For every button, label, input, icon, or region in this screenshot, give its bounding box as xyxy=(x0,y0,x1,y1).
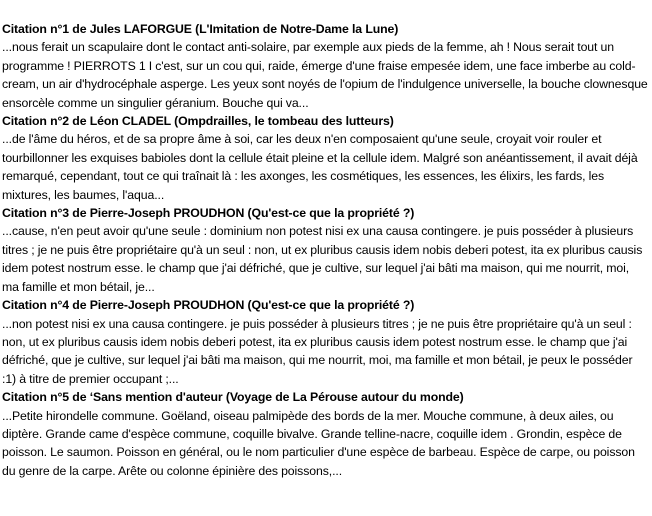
citation-block-4 xyxy=(2,296,649,388)
citation-body: ...Petite hirondelle commune. Goëland, oiseau palmipède des bords de la mer. Mouche commune, à deux ailes, ou diptère. Grande came d'espèce commune, coquille bivalve. Grande telline-nacre, coquille idem . Grondin, espèce de poisson. Le saumon. Poisson en général, ou le nom particulier d'une espèce de barbeau. Espèce de carpe, ou poisson du genre de la carpe. Arête ou colonne épinière des poissons,... xyxy=(2,408,635,478)
citation-body: ...de l'âme du héros, et de sa propre âme à soi, car les deux n'en composaient qu'une seule, croyait voir rouler et tourbillonner les exquises babioles dont la cellule était pleine et la cellule idem. Malgré son anéantissement, il avait déjà remarqué, cependant, tout ce qui traînait là : les axonges, les cosmétiques, les essences, les élixirs, les fards, les mixtures, les baumes, l'aqua... xyxy=(2,132,638,202)
citation-body: ...non potest nisi ex una causa contingere. je puis posséder à plusieurs titres ; je ne puis être propriétaire qu'à un seul : non, ut ex pluribus causis idem nobis deberi potest, ita ex pluribus causis idem potest nostrum esse. le champ que j'ai défriché, que je cultive, sur lequel j'ai bâti ma maison, qui me nourrit, moi, ma famille et mon bétail, je peux le posséder :1) à titre de premier occupant ;... xyxy=(2,316,633,386)
citation-heading: Citation n°1 de Jules LAFORGUE (L'Imitation de Notre-Dame la Lune) xyxy=(2,22,399,36)
citation-heading: Citation n°2 de Léon CLADEL (Ompdrailles, le tombeau des lutteurs) xyxy=(2,114,394,129)
citation-heading: Citation n°3 de Pierre-Joseph PROUDHON (Qu'est-ce que la propriété ?) xyxy=(2,206,415,221)
citation-block-3 xyxy=(2,204,649,296)
citation-heading: Citation n°4 de Pierre-Joseph PROUDHON (Qu'est-ce que la propriété ?) xyxy=(2,298,415,313)
citation-block-5 xyxy=(2,388,649,480)
citation-heading: Citation n°5 de ‘Sans mention d'auteur (Voyage de La Pérouse autour du monde) xyxy=(2,390,464,405)
citation-body: ...nous ferait un scapulaire dont le contact anti-solaire, par exemple aux pieds de la femme, ah ! Nous serait tout un programme ! PIERROTS 1 I c'est, sur un cou qui, raide, émerge d'une fraise empesée idem, une face imberbe au cold-cream, un air d'hydrocéphale asperge. Les yeux sont noyés de l'opium de l'indulgence universelle, la bouche clownesque ensorcèle comme un singulier géranium. Bouche qui va... xyxy=(2,40,648,110)
citation-body: ...cause, n'en peut avoir qu'une seule : dominium non potest nisi ex una causa contingere. je puis posséder à plusieurs titres ; je ne puis être propriétaire qu'à un seul : non, ut ex pluribus causis idem nobis deberi potest, ita ex pluribus causis idem potest nostrum esse. le champ que j'ai défriché, que je cultive, sur lequel j'ai bâti ma maison, qui me nourrit, moi, ma famille et mon bétail, je... xyxy=(2,224,643,294)
citation-block-1 xyxy=(2,20,649,112)
citation-block-2 xyxy=(2,112,649,204)
